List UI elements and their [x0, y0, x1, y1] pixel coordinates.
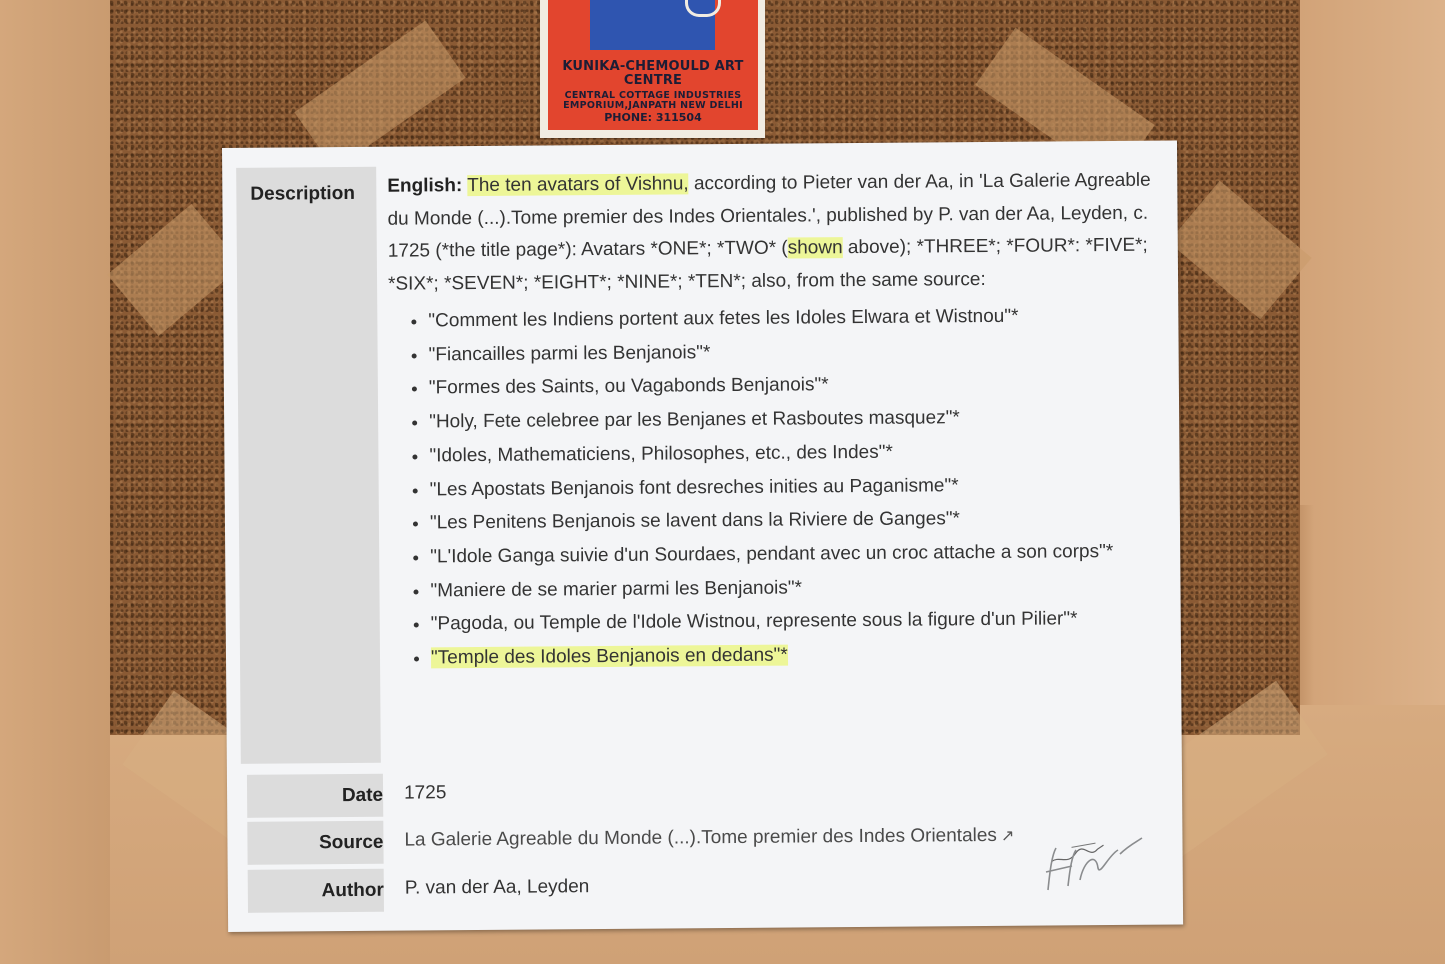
- list-item: • "Les Penitens Benjanois se lavent dans la Riviere de Ganges"*: [430, 501, 1155, 540]
- pencil-signature: [1038, 820, 1148, 900]
- list-item: • "Comment les Indiens portent aux fetes les Idoles Elwara et Wistnou"*: [428, 299, 1153, 338]
- list-item: • "Les Apostats Benjanois font desreches inities au Paganisme"*: [430, 467, 1155, 506]
- description-header-cell: [236, 167, 381, 764]
- frame-left-edge: [0, 0, 110, 964]
- author-value: P. van der Aa, Leyden: [404, 876, 590, 899]
- list-item: • "Fiancailles parmi les Benjanois"*: [428, 332, 1153, 371]
- frame-right-edge: [1300, 0, 1445, 705]
- description-paragraph: [387, 165, 1153, 301]
- description-header: Description: [250, 182, 355, 205]
- label-line: EMPORIUM,JANPATH NEW DELHI: [563, 100, 743, 112]
- label-phone: PHONE: 311504: [604, 111, 702, 125]
- list-item-highlighted: [431, 636, 1156, 675]
- highlighted-word: shown: [787, 237, 843, 259]
- description-text-cont: above); *THREE*; *FOUR*: *FIVE*; *SIX*; *SEVEN*; *EIGHT*; *NINE*; *TEN*; also, from the same source:: [387, 234, 1148, 295]
- gallery-label-sticker: [540, 0, 765, 138]
- list-item: • "Holy, Fete celebree par les Benjanes et Rasboutes masquez"*: [429, 400, 1154, 439]
- list-item: • "Maniere de se marier parmi les Benjanois"*: [430, 568, 1155, 607]
- source-text: La Galerie Agreable du Monde (...).Tome premier des Indes Orientales: [404, 824, 997, 851]
- label-blue-field: [590, 0, 715, 50]
- language-label: English:: [387, 175, 463, 197]
- printed-info-sheet: [222, 140, 1183, 931]
- highlighted-last-item: "Temple des Idoles Benjanois en dedans"*: [430, 644, 788, 669]
- label-gallery-name: KUNIKA-CHEMOULD ART CENTRE: [562, 59, 744, 88]
- date-value: 1725: [403, 782, 447, 804]
- water-stain: [1290, 505, 1314, 705]
- list-item: • "L'Idole Ganga suivie d'un Sourdaes, pendant avec un croc attache a son corps"*: [430, 535, 1155, 574]
- external-link-icon: ↗: [1000, 827, 1015, 845]
- source-value: [404, 825, 1014, 852]
- date-header: Date: [247, 774, 383, 818]
- label-line: CENTRAL COTTAGE INDUSTRIES: [564, 90, 742, 102]
- list-item: • "Formes des Saints, ou Vagabonds Benjanois"*: [429, 366, 1154, 405]
- description-text: according to Pieter van der Aa, in 'La Galerie Agreable du Monde (...).Tome premier des Indes Orientales.', published by P. van der Aa, Leyden, c. 1725 (*the title page*): Avatars *ONE*; *TWO* (: [387, 169, 1151, 262]
- list-item: • "Pagoda, ou Temple de l'Idole Wistnou, represente sous la figure d'un Pilier"*: [431, 602, 1156, 641]
- list-item: • "Idoles, Mathematiciens, Philosophes, etc., des Indes"*: [429, 433, 1154, 472]
- source-list: [388, 299, 1156, 676]
- source-header: Source: [247, 821, 383, 865]
- description-content: [387, 165, 1156, 676]
- label-text: [548, 60, 758, 124]
- highlighted-title: The ten avatars of Vishnu,: [467, 173, 689, 197]
- author-header: Author: [248, 869, 384, 913]
